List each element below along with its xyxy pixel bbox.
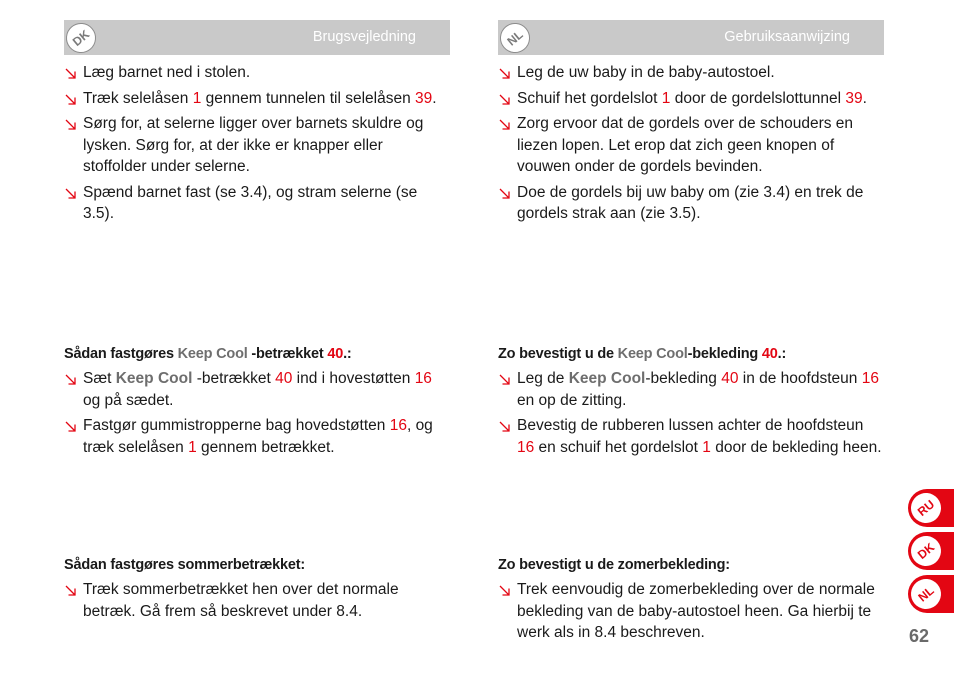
side-tab-label: DK (905, 530, 947, 572)
side-tab-ru[interactable] (908, 489, 954, 527)
side-tab-label: NL (905, 573, 947, 615)
side-tab-nl[interactable] (908, 575, 954, 613)
header-title-nl: Gebruiksaanwijzing (724, 29, 850, 45)
list-item: Trek eenvoudig de zomerbekleding over de normale bekleding van de baby-autostoel heen. Ga hierbij te werk als in 8.4 beschreven. (498, 579, 884, 644)
arrow-down-right-icon (498, 420, 512, 434)
arrow-down-right-icon (64, 187, 78, 201)
header-title-dk: Brugsvejledning (312, 29, 416, 45)
list-item: Træk selelåsen 1 gennem tunnelen til selelåsen 39. (64, 88, 450, 110)
arrow-down-right-icon (498, 584, 512, 598)
list-item: Sæt Keep Cool -betrækket 40 ind i hovestøtten 16 og på sædet. (64, 368, 450, 411)
list-item: Schuif het gordelslot 1 door de gordelslottunnel 39. (498, 88, 884, 110)
list-item: Zorg ervoor dat de gordels over de schouders en liezen lopen. Let erop dat zich geen knopen of vouwen onder de gordels bevinden. (498, 113, 884, 178)
section-heading: Zo bevestigt u de zomerbekleding: (498, 557, 730, 573)
side-tab-label: RU (905, 487, 947, 529)
column-nl (498, 20, 884, 641)
arrow-down-right-icon (64, 67, 78, 81)
arrow-down-right-icon (498, 373, 512, 387)
list-item: Leg de Keep Cool-bekleding 40 in de hoofdsteun 16 en op de zitting. (498, 368, 884, 411)
list-item: Fastgør gummistropperne bag hovedstøtten 16, og træk selelåsen 1 gennem betrækket. (64, 415, 450, 458)
list-item: Sørg for, at selerne ligger over barnets skuldre og lysken. Sørg for, at der ikke er knapper eller stoffolder under selerne. (64, 113, 450, 178)
list-item: Læg barnet ned i stolen. (64, 62, 450, 84)
arrow-down-right-icon (64, 373, 78, 387)
section-fastening-dk (64, 62, 450, 229)
language-badge-nl: NL (494, 17, 536, 59)
section-keepcool-dk (64, 346, 450, 462)
section-summer-dk (64, 557, 450, 626)
section-fastening-nl (498, 62, 884, 229)
arrow-down-right-icon (64, 118, 78, 132)
section-keepcool-nl (498, 346, 884, 462)
list-item: Leg de uw baby in de baby-autostoel. (498, 62, 884, 84)
arrow-down-right-icon (498, 67, 512, 81)
arrow-down-right-icon (64, 420, 78, 434)
arrow-down-right-icon (64, 584, 78, 598)
header-bar-dk (64, 20, 450, 55)
arrow-down-right-icon (498, 187, 512, 201)
arrow-down-right-icon (498, 93, 512, 107)
section-heading: Sådan fastgøres Keep Cool -betrækket 40.: (64, 346, 352, 362)
column-dk (64, 20, 450, 620)
page-number: 62 (909, 626, 930, 646)
header-bar-nl (498, 20, 884, 55)
list-item: Spænd barnet fast (se 3.4), og stram selerne (se 3.5). (64, 182, 450, 225)
section-summer-nl (498, 557, 884, 648)
list-item: Doe de gordels bij uw baby om (zie 3.4) en trek de gordels strak aan (zie 3.5). (498, 182, 884, 225)
arrow-down-right-icon (498, 118, 512, 132)
language-badge-dk: DK (60, 17, 102, 59)
side-tab-dk[interactable] (908, 532, 954, 570)
list-item: Træk sommerbetrækket hen over det normale betræk. Gå frem så beskrevet under 8.4. (64, 579, 450, 622)
arrow-down-right-icon (64, 93, 78, 107)
list-item: Bevestig de rubberen lussen achter de hoofdsteun 16 en schuif het gordelslot 1 door de bekleding heen. (498, 415, 884, 458)
section-heading: Zo bevestigt u de Keep Cool-bekleding 40.: (498, 346, 787, 362)
section-heading: Sådan fastgøres sommerbetrækket: (64, 557, 305, 573)
